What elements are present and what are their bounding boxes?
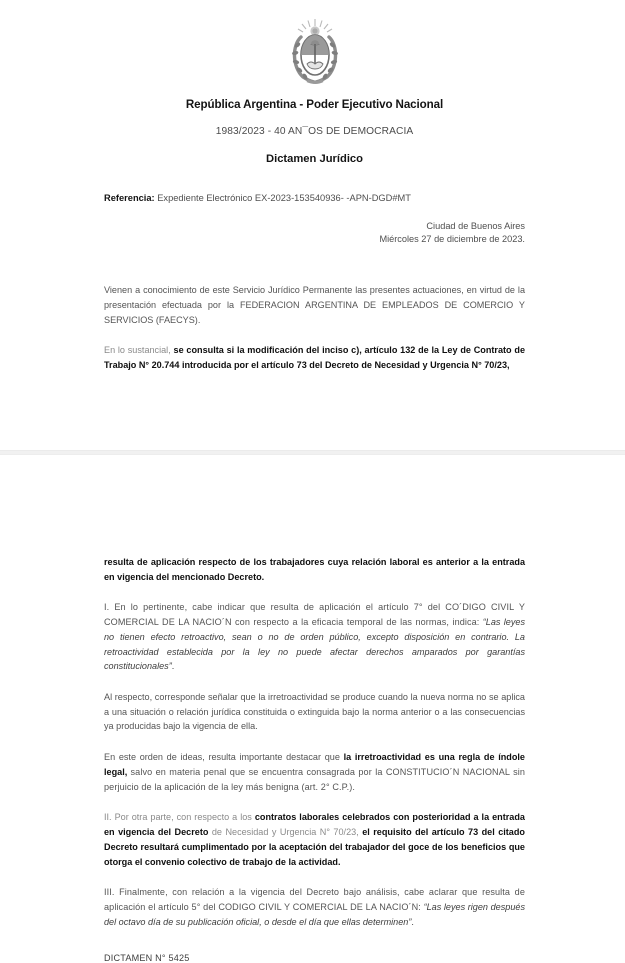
- paragraph-regla-indole-lead: En este orden de ideas, resulta importante destacar que: [104, 752, 340, 763]
- paragraph-regla-indole-bold: la irretroactividad es una regla de índole legal,: [104, 752, 525, 777]
- anniversary-subtitle: 1983/2023 - 40 AN¯OS DE DEMOCRACIA: [215, 126, 414, 137]
- place-and-date: [104, 220, 525, 248]
- paragraph-item-iii-quote: “Las leyes rigen después del octavo día de su publicación oficial, o desde el día que ellas determinen”: [104, 901, 525, 927]
- document-page-1: [0, 0, 625, 450]
- reference-label: Referencia:: [104, 193, 155, 203]
- reference-value: Expediente Electrónico EX-2023-153540936- -APN-DGD#MT: [157, 193, 411, 203]
- paragraph-intro-text: Vienen a conocimiento de este Servicio Jurídico Permanente las presentes actuaciones, en virtud de la presentación efectuada por la FEDERACION ARGENTINA DE EMPLEADOS DE COMERCIO Y SERVICIOS (FAECYS).: [104, 285, 525, 325]
- paragraph-item-ii-lead: II. Por otra parte, con respecto a los: [104, 812, 252, 823]
- paragraph-regla-indole: [104, 750, 525, 794]
- paragraph-item-ii-bold-1: contratos laborales celebrados con posterioridad a la entrada en vigencia del Decreto: [104, 812, 525, 838]
- paragraph-item-iii-tail: .: [411, 916, 414, 927]
- date-text: Miércoles 27 de diciembre de 2023.: [379, 234, 525, 245]
- page-title: República Argentina - Poder Ejecutivo Nacional: [185, 98, 444, 111]
- paragraph-item-i-quote: “Las leyes no tienen efecto retroactivo, sean o no de orden público, excepto disposición en contrario. La retroactividad establecida por la ley no puede afectar derechos amparados por garantías constitucionales”: [104, 617, 526, 672]
- paragraph-item-i-text: I. En lo pertinente, cabe indicar que resulta de aplicación el artículo 7° del CO´DIGO CIVIL Y COMERCIAL DE LA NACIO´N con respecto a la eficacia temporal de las normas, indica:: [104, 602, 525, 628]
- argentina-coat-of-arms-icon: [286, 17, 344, 87]
- paragraph-item-ii-mid: de Necesidad y Urgencia N° 70/23,: [211, 827, 359, 838]
- paragraph-item-ii: [104, 810, 525, 869]
- paragraph-item-iii-text: III. Finalmente, con relación a la vigencia del Decreto bajo análisis, cabe aclarar que resulta de aplicación el artículo 5° del CODIGO CIVIL Y COMERCIAL DE LA NACIO´N:: [104, 887, 525, 912]
- paragraph-irretroactividad: [104, 690, 525, 734]
- paragraph-irretroactividad-text: Al respecto, corresponde señalar que la irretroactividad se produce cuando la nueva norma no se aplica a una situación o relación jurídica constituida o extinguida bajo la norma anterior o a las consecuencias ya producidas bajo la vigencia de ella.: [104, 692, 525, 732]
- reference-line: [104, 192, 525, 205]
- dictamen-number: DICTAMEN N° 5425: [104, 953, 190, 963]
- paragraph-item-i-tail: .: [171, 661, 175, 672]
- paragraph-consulta-bold: se consulta si la modificación del inciso c), artículo 132 de la Ley de Contrato de Trabajo N° 20.744 introducida por el artículo 73 del Decreto de Necesidad y Urgencia N° 70/23,: [104, 345, 525, 371]
- document-kind-heading: Dictamen Jurídico: [266, 153, 363, 165]
- paragraph-continuation-bold: resulta de aplicación respecto de los trabajadores cuya relación laboral es anterior a la entrada en vigencia del mencionado Decreto.: [104, 557, 525, 582]
- place-text: Ciudad de Buenos Aires: [426, 220, 525, 231]
- paragraph-item-i: [104, 600, 525, 674]
- paragraph-intro: [104, 283, 525, 327]
- paragraph-item-iii: [104, 885, 525, 929]
- document-page-2: [0, 455, 625, 963]
- paragraph-item-ii-bold-2: el requisito del artículo 73 del citado Decreto resultará cumplimentado por la aceptación del trabajador del goce de los beneficios que otorga el convenio colectivo de trabajo de la actividad.: [104, 827, 525, 867]
- emblem-container: [104, 0, 525, 87]
- paragraph-regla-indole-tail: salvo en materia penal que se encuentra consagrada por la CONSTITUCIO´N NACIONAL sin perjuicio de la aplicación de la ley más benigna (art. 2° C.P.).: [104, 766, 525, 792]
- paragraph-consulta-lead: En lo sustancial,: [104, 345, 171, 356]
- paragraph-continuation: [104, 555, 525, 584]
- paragraph-consulta: [104, 343, 525, 372]
